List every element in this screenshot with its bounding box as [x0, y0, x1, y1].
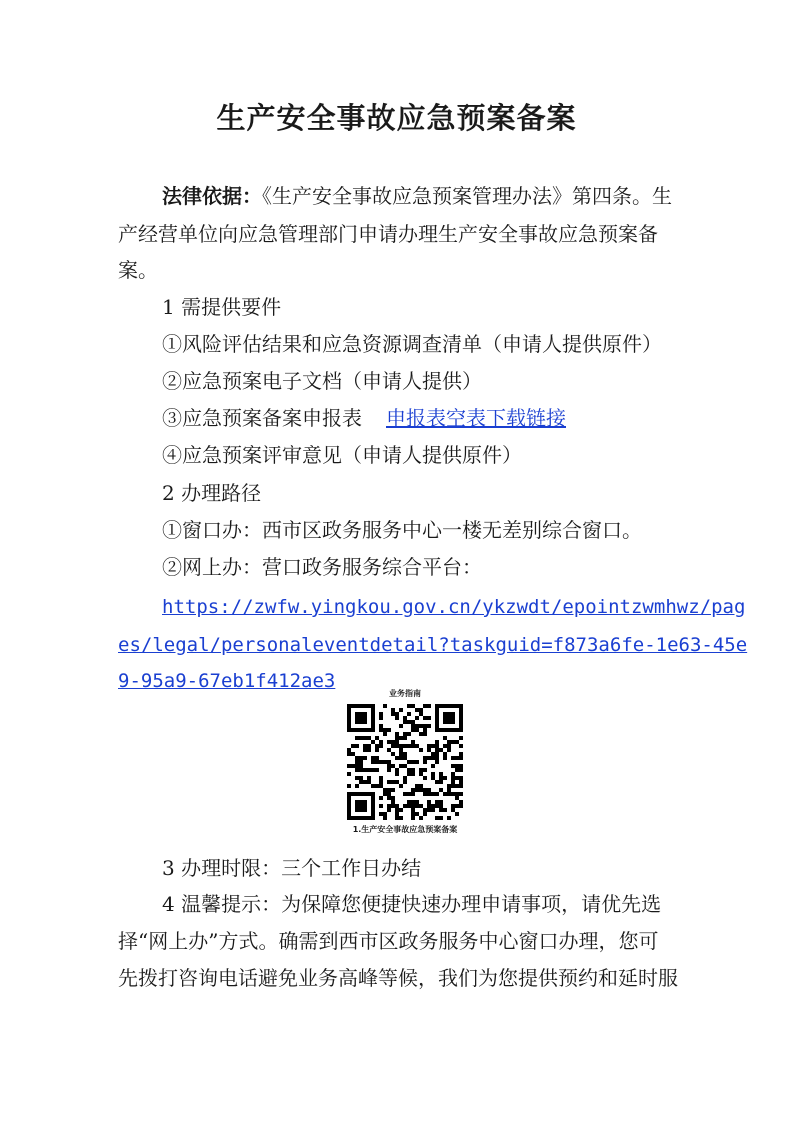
section-1-heading: 1 需提供要件 — [162, 295, 282, 319]
section-2-heading: 2 办理路径 — [162, 481, 262, 505]
online-service-link-2[interactable]: es/legal/personaleventdetail?taskguid=f873a6fe-1e63-45e — [118, 634, 748, 656]
legal-basis-label: 法律依据： — [162, 184, 262, 208]
qr-code-image[interactable] — [347, 704, 463, 820]
document-title: 生产安全事故应急预案备案 — [216, 101, 577, 135]
qr-caption-top: 业务指南 — [389, 689, 421, 698]
section-4-label: 4 温馨提示： — [162, 892, 282, 916]
qr-caption-bottom: 1.生产安全事故应急预案备案 — [352, 825, 458, 834]
url-line-3 — [118, 662, 335, 699]
legal-basis-line-1 — [162, 178, 672, 214]
url-line-1 — [162, 588, 745, 625]
section-3-text: 3 办理时限：三个工作日办结 — [162, 856, 422, 880]
tip-line-3: 先拨打咨询电话避免业务高峰等候，我们为您提供预约和延时服 — [118, 966, 678, 990]
requirement-item-2: ②应急预案电子文档（申请人提供） — [162, 369, 482, 393]
tip-line-1 — [162, 886, 661, 922]
url-line-2 — [118, 626, 747, 663]
requirement-item-3-text: ③应急预案备案申报表 — [162, 406, 362, 430]
form-download-link[interactable]: 申报表空表下载链接 — [386, 406, 566, 430]
online-service-link-3[interactable]: 9-95a9-67eb1f412ae3 — [118, 670, 336, 692]
path-window: ①窗口办：西市区政务服务中心一楼无差别综合窗口。 — [162, 518, 642, 542]
online-service-link-1[interactable]: https://zwfw.yingkou.gov.cn/ykzwdt/epointzwmhwz/pag — [162, 596, 746, 618]
legal-basis-line-2: 产经营单位向应急管理部门申请办理生产安全事故应急预案备 — [118, 222, 658, 246]
requirement-item-3 — [162, 400, 566, 436]
tip-line-2: 择“网上办”方式。确需到西市区政务服务中心窗口办理，您可 — [118, 929, 659, 953]
requirement-item-1: ①风险评估结果和应急资源调查清单（申请人提供原件） — [162, 332, 662, 356]
path-online: ②网上办：营口政务服务综合平台： — [162, 555, 482, 579]
qr-code-icon — [347, 704, 463, 820]
tip-text-1: 为保障您便捷快速办理申请事项，请优先选 — [281, 892, 662, 916]
qr-code-block — [340, 688, 470, 836]
requirement-item-4: ④应急预案评审意见（申请人提供原件） — [162, 443, 522, 467]
legal-basis-line-3: 案。 — [118, 258, 158, 282]
legal-basis-text-1: 《生产安全事故应急预案管理办法》第四条。生 — [262, 184, 672, 208]
